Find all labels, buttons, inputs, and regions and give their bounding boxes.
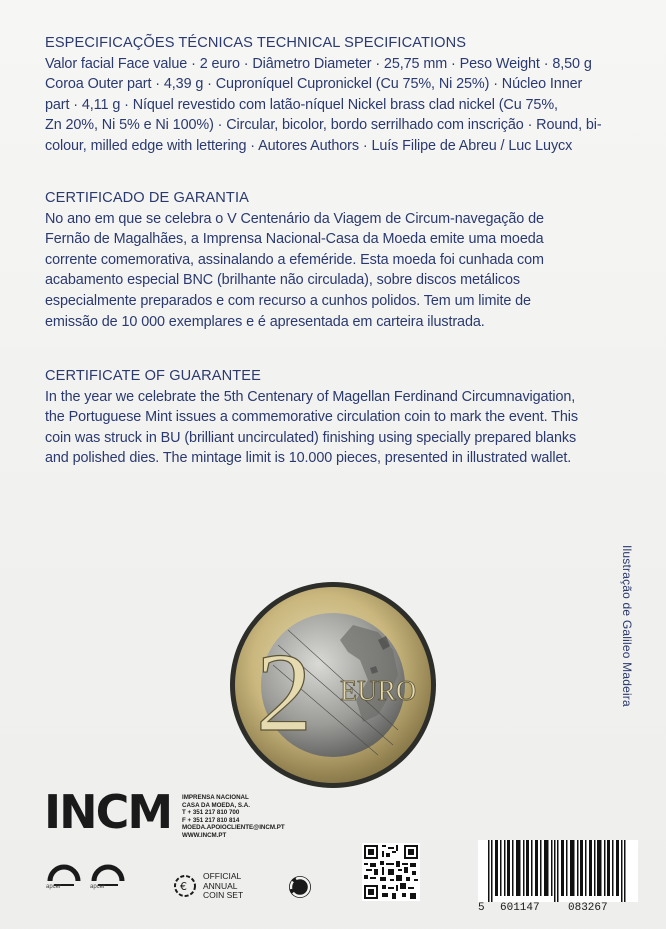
certificate-pt-line: No ano em que se celebra o V Centenário da Viagem de Circum-navegação de xyxy=(45,210,544,227)
spec-line: part · 4,11 g · Níquel revestido com latão-níquel Nickel brass clad nickel (Cu 75%, xyxy=(45,96,558,113)
incm-info-line: CASA DA MOEDA, S.A. xyxy=(182,801,250,809)
official-line: ANNUAL xyxy=(203,880,238,891)
apcer-certification-icon xyxy=(44,859,84,899)
certificate-en-line: In the year we celebrate the 5th Centenary of Magellan Ferdinand Circumnavigation, xyxy=(45,388,576,405)
incm-info-line: T + 351 217 810 700 xyxy=(182,809,240,817)
svg-text:€: € xyxy=(180,880,187,893)
apcer-label: apcer xyxy=(46,884,62,890)
certificate-pt-line: corrente comemorativa, assinalando a efeméride. Esta moeda foi cunhada com xyxy=(45,251,544,268)
certificate-portuguese xyxy=(45,188,635,332)
spec-line: Coroa Outer part · 4,39 g · Cuproníquel Cupronickel (Cu 75%, Ni 25%) · Núcleo Inner xyxy=(45,76,583,93)
euro-circle-icon xyxy=(173,874,197,898)
coin-word: EURO xyxy=(340,676,417,707)
incm-info-line: MOEDA.APOIOCLIENTE@INCM.PT xyxy=(182,824,285,832)
barcode-digits-left: 601147 xyxy=(500,902,540,914)
certificate-english xyxy=(45,366,635,469)
incm-info-line: WWW.INCM.PT xyxy=(182,831,227,839)
illustration-credit: Ilustração de Galileo Madeira xyxy=(620,545,634,707)
official-line: OFFICIAL xyxy=(203,871,242,881)
incm-info-line: F + 351 217 810 814 xyxy=(182,816,240,824)
official-annual-coin-set xyxy=(173,870,263,906)
certificate-pt-line: Fernão de Magalhães, a Imprensa Nacional-Casa da Moeda emite uma moeda xyxy=(45,231,544,248)
incm-logo: INCM xyxy=(44,785,172,839)
green-dot-recycle-icon xyxy=(288,875,312,899)
ean-barcode xyxy=(478,840,638,914)
barcode-digits-right: 083267 xyxy=(568,902,608,914)
certificate-en-line: coin was struck in BU (brilliant uncirculated) finishing using specially prepared blanks xyxy=(45,429,577,446)
certificate-en-heading: CERTIFICATE OF GUARANTEE xyxy=(45,368,261,384)
apcer-label-2: apcer xyxy=(90,884,106,890)
barcode-digit-first: 5 xyxy=(478,902,485,914)
two-euro-coin-image xyxy=(228,580,438,790)
certificate-pt-heading: CERTIFICADO DE GARANTIA xyxy=(45,190,249,206)
technical-specifications xyxy=(45,33,635,157)
specifications-heading: ESPECIFICAÇÕES TÉCNICAS TECHNICAL SPECIFICATIONS xyxy=(45,35,467,51)
official-line: COIN SET xyxy=(203,890,244,900)
certificate-pt-line: acabamento especial BNC (brilhante não circulada), sobre discos metálicos xyxy=(45,272,521,289)
barcode-bars xyxy=(478,840,638,902)
spec-line: Valor facial Face value · 2 euro · Diâmetro Diameter · 25,75 mm · Peso Weight · 8,50 g xyxy=(45,55,592,72)
coin-digit: 2 xyxy=(256,631,312,755)
certificate-en-line: and polished dies. The mintage limit is 10.000 pieces, presented in illustrated wallet. xyxy=(45,450,572,467)
incm-contact-info xyxy=(182,794,285,840)
official-annual-coin-set-text xyxy=(203,872,243,901)
spec-line: colour, milled edge with lettering · Autores Authors · Luís Filipe de Abreu / Luc Luycx xyxy=(45,137,573,154)
certificate-pt-line: especialmente preparados e com recurso a cunhos polidos. Tem um limite de xyxy=(45,292,531,309)
spec-line: Zn 20%, Ni 5% e Ni 100%) · Circular, bicolor, bordo serrilhado com inscrição · Round, bi- xyxy=(45,117,602,134)
incm-info-line: IMPRENSA NACIONAL xyxy=(182,794,249,801)
apcer-certification-icon-2 xyxy=(88,859,128,899)
certificate-pt-line: emissão de 10 000 exemplares e é apresentada em carteira ilustrada. xyxy=(45,313,485,330)
qr-code xyxy=(362,843,420,901)
incm-logo-block xyxy=(44,785,289,839)
certificate-en-line: the Portuguese Mint issues a commemorative circulation coin to mark the event. This xyxy=(45,409,578,426)
